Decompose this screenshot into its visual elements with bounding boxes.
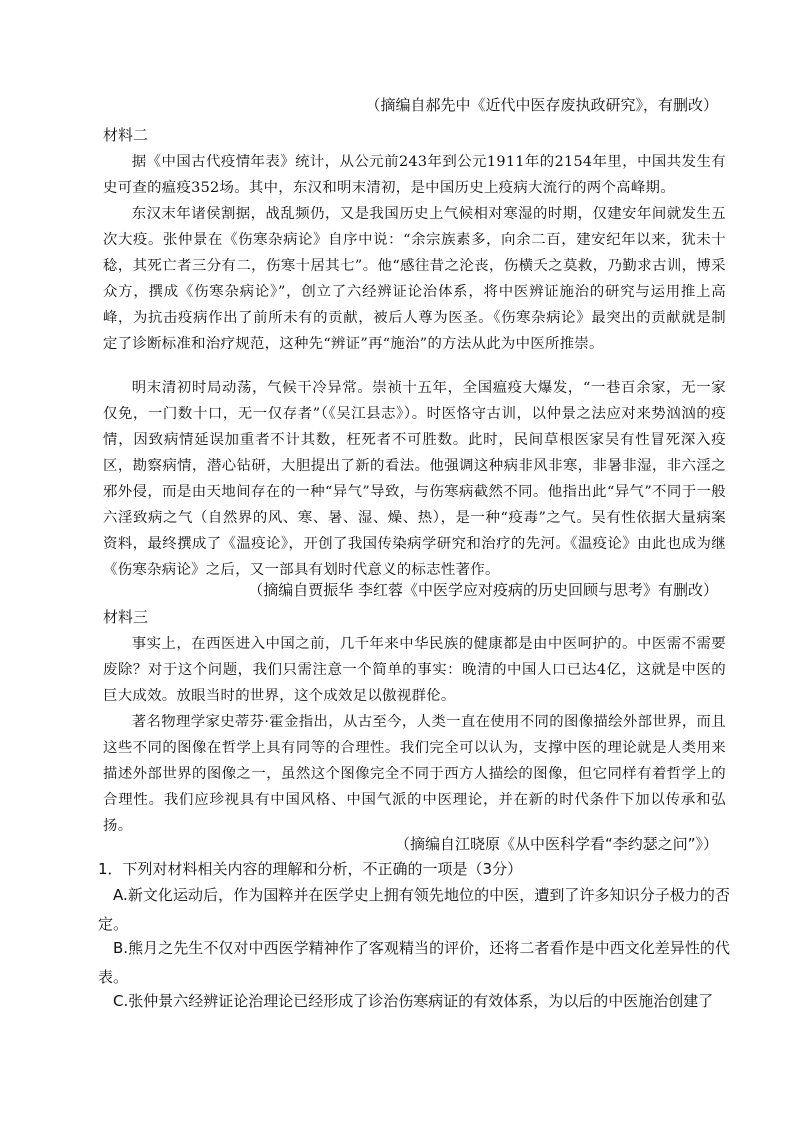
material-3-paragraph-1: 事实上，在西医进入中国之前，几千年来中华民族的健康都是由中医呵护的。中医需不需要废除？对于这个问题，我们只需注意一个简单的事实：晚清的中国人口已达4亿，这就是中医的巨大成效。放眼当时的世界，这个成效足以傲视群伦。 bbox=[103, 636, 726, 704]
material-2-heading: 材料二 bbox=[103, 126, 149, 144]
question-1-option-c: C.张仲景六经辨证论治理论已经形成了诊治伤寒病证的有效体系，为以后的中医施治创建了 bbox=[113, 992, 714, 1010]
material-3-paragraph-2: 著名物理学家史蒂芬·霍金指出，从古至今，人类一直在使用不同的图像描绘外部世界，而且这些不同的图像在哲学上具有同等的合理性。我们完全可以认为，支撑中医的理论就是人类用来描述外部世界的图像之一，虽然这个图像完全不同于西方人描绘的图像，但它同样有着哲学上的合理性。我们应珍视具有中国风格、中国气派的中医理论，并在新的时代条件下加以传承和弘扬。 bbox=[103, 714, 726, 834]
material-2-paragraph-1: 据《中国古代疫情年表》统计，从公元前243年到公元1911年的2154年里，中国共发生有史可查的瘟疫352场。其中，东汉和明末清初，是中国历史上疫病大流行的两个高峰期。 bbox=[103, 154, 726, 196]
question-1-stem: 1．下列对材料相关内容的理解和分析，不正确的一项是（3分） bbox=[98, 860, 523, 878]
source-citation-3: （摘编自江晓原《从中医科学看“李约瑟之问”》） bbox=[394, 835, 718, 853]
source-citation-1: （摘编自郝先中《近代中医存废执政研究》，有删改） bbox=[365, 96, 718, 114]
source-citation-2: （摘编自贾振华 李红蓉《中医学应对疫病的历史回顾与思考》有删改） bbox=[248, 581, 718, 599]
question-1-option-a: A.新文化运动后，作为国粹并在医学史上拥有领先地位的中医，遭到了许多知识分子极力的否定。 bbox=[98, 886, 730, 933]
material-3-heading: 材料三 bbox=[103, 608, 149, 626]
question-1-option-b: B.熊月之先生不仅对中西医学精神作了客观精当的评价，还将二者看作是中西文化差异性的代表。 bbox=[98, 939, 730, 986]
material-2-paragraph-2: 东汉末年诸侯割据，战乱频仍，又是我国历史上气候相对寒湿的时期，仅建安年间就发生五次大疫。张仲景在《伤寒杂病论》自序中说：“余宗族素多，向余二百，建安纪年以来，犹未十稔，其死亡者三分有二，伤寒十居其七”。他“感往昔之沦丧，伤横夭之莫救，乃勤求古训，博采众方，撰成《伤寒杂病论》”，创立了六经辨证论治体系，将中医辨证施治的研究与运用推上高峰，为抗击疫病作出了前所未有的贡献，被后人尊为医圣。《伤寒杂病论》最突出的贡献就是制定了诊断标准和治疗规范，这种先“辨证”再“施治”的方法从此为中医所推崇。 bbox=[103, 206, 726, 352]
material-2-paragraph-3: 明末清初时局动荡，气候干冷异常。崇祯十五年，全国瘟疫大爆发，“一巷百余家，无一家仅免，一门数十口，无一仅存者”（《吴江县志》）。时医恪守古训，以仲景之法应对来势汹汹的疫情，因致病情延误加重者不计其数，枉死者不可胜数。此时，民间草根医家吴有性冒死深入疫区，勘察病情，潜心钻研，大胆提出了新的看法。他强调这种病非风非寒，非暑非湿，非六淫之邪外侵，而是由天地间存在的一种“异气”导致，与伤寒病截然不同。他指出此“异气”不同于一般六淫致病之气（自然界的风、寒、暑、湿、燥、热），是一种“疫毒”之气。吴有性依据大量病案资料，最终撰成了《温疫论》，开创了我国传染病学研究和治疗的先河。《温疫论》由此也成为继《伤寒杂病论》之后，又一部具有划时代意义的标志性著作。 bbox=[103, 380, 726, 578]
